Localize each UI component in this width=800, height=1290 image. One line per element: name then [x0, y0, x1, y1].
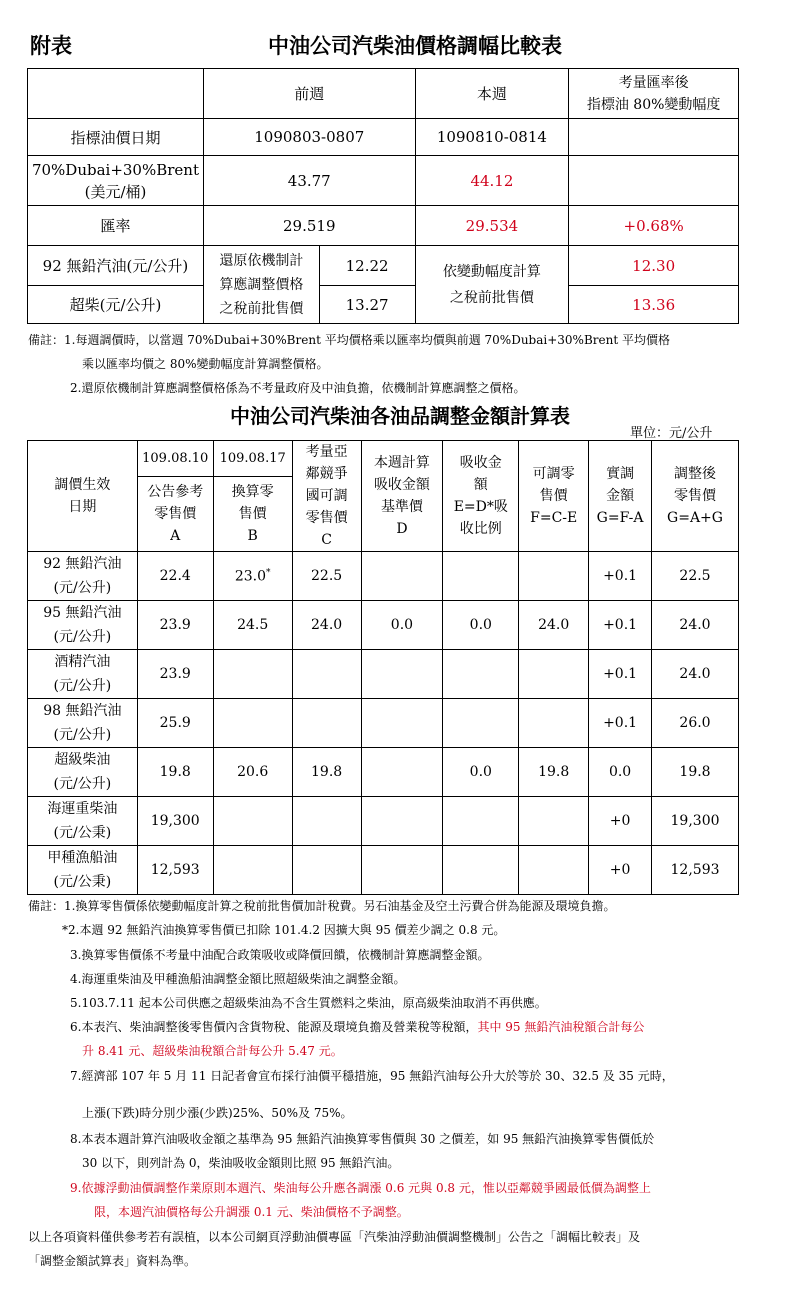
row-label-line1: 70%Dubai+30%Brent — [31, 160, 199, 179]
note2-9-cont: 限，本週汽油價格每公升調漲 0.1 元、柴油價格不予調整。 — [94, 1205, 409, 1219]
new-value: 13.36 — [569, 286, 739, 324]
page-title: 中油公司汽柴油價格調幅比較表 — [268, 33, 562, 58]
note2-3: 3.換算零售價係不考量中油配合政策吸收或降價回饋，依機制計算應調整金額。 — [70, 948, 490, 962]
cell-value: 12,593 — [670, 862, 720, 878]
note2-6-cont: 升 8.41 元、超級柴油稅額合計每公升 5.47 元。 — [82, 1044, 343, 1058]
this-value: 44.12 — [415, 156, 569, 206]
product-name-line: (元/公秉) — [53, 825, 112, 841]
col-b-line: 換算零 — [231, 483, 274, 500]
date-a-header: 109.08.10 — [137, 441, 213, 477]
col-adjust-line2: 指標油 80%變動幅度 — [586, 96, 721, 113]
note1-line2: 乘以匯率均價之 80%變動幅度計算調整價格。 — [82, 357, 329, 371]
cell-d — [361, 552, 443, 601]
product-name-line: 海運重柴油 — [47, 801, 118, 817]
this-value: 1090810-0814 — [415, 119, 569, 156]
note2-6-part1: 6.本表汽、柴油調整後零售價內含貨物稅、能源及環境負擔及營業稅等稅額， — [70, 1020, 478, 1034]
cell-value: +0 — [609, 813, 631, 829]
cell-value: 24.0 — [538, 617, 570, 633]
cell-e — [443, 699, 519, 748]
cell-b — [213, 797, 292, 846]
col-f-line: F=C-E — [530, 510, 578, 526]
cell-d — [361, 699, 443, 748]
cell-value: +0.1 — [603, 666, 638, 682]
calc-label — [415, 246, 569, 324]
product-name — [28, 699, 138, 748]
cell-d — [361, 797, 443, 846]
eff-date-line: 調價生效 — [54, 477, 111, 493]
table-row — [28, 846, 739, 895]
col-h-line: 零售價 — [674, 488, 717, 504]
col-e-header — [443, 441, 519, 552]
row-label: 匯率 — [28, 206, 204, 246]
cell-f — [519, 552, 589, 601]
col-h-header — [652, 441, 739, 552]
cell-h — [652, 797, 739, 846]
cell-a — [137, 601, 213, 650]
new-value: 12.30 — [569, 246, 739, 286]
cell-f — [519, 650, 589, 699]
cell-g — [589, 797, 652, 846]
cell-c — [292, 699, 361, 748]
prev-value: 43.77 — [203, 156, 415, 206]
cell-value: 20.6 — [237, 764, 269, 780]
product-name — [28, 552, 138, 601]
cell-value: 12,593 — [150, 862, 200, 878]
cell-c — [292, 748, 361, 797]
note2-5: 5.103.7.11 起本公司供應之超級柴油為不含生質燃料之柴油，原高級柴油取消不再供應。 — [70, 996, 547, 1010]
col-c-line: 鄰競爭 — [305, 466, 348, 482]
appendix-label: 附表 — [30, 33, 72, 58]
prev-value: 29.519 — [203, 206, 415, 246]
product-name-line: 98 無鉛汽油 — [43, 703, 122, 719]
note2-4: 4.海運重柴油及甲種漁船油調整金額比照超級柴油之調整金額。 — [70, 972, 406, 986]
product-name-line: (元/公升) — [53, 776, 112, 792]
col-e-line: 收比例 — [459, 521, 502, 537]
col-c-line: 零售價 — [305, 510, 348, 526]
col-f-line: 可調零 — [532, 466, 575, 482]
adjustment-table — [27, 440, 739, 895]
product-name — [28, 797, 138, 846]
calc-label-line: 之稅前批售價 — [449, 289, 534, 306]
cell-e — [443, 601, 519, 650]
cell-a — [137, 552, 213, 601]
prev-value: 12.22 — [319, 246, 415, 286]
col-c-line: C — [321, 532, 332, 548]
col-b-line: 售價 — [238, 505, 267, 522]
date-b-header: 109.08.17 — [213, 441, 292, 477]
product-name — [28, 650, 138, 699]
col-g-line: 金額 — [606, 488, 635, 504]
cell-value: +0.1 — [603, 617, 638, 633]
product-name — [28, 748, 138, 797]
cell-value: 23.0 — [234, 568, 267, 585]
cell-c — [292, 650, 361, 699]
col-e-line: 吸收金 — [459, 455, 502, 471]
col-f-header — [519, 441, 589, 552]
col-adjust-line1: 考量匯率後 — [618, 74, 689, 91]
footnote-mark: * — [266, 567, 271, 578]
row-92-unleaded — [28, 246, 739, 286]
table-row — [28, 699, 739, 748]
col-g-line: G=F-A — [596, 510, 644, 526]
cell-value: 19,300 — [670, 813, 720, 829]
note1-line1: 備註：1.每週調價時，以當週 70%Dubai+30%Brent 平均價格乘以匯率均價與前週 70%Dubai+30%Brent 平均價格 — [28, 333, 670, 347]
cell-c — [292, 797, 361, 846]
cell-e — [443, 846, 519, 895]
product-name-line: (元/公升) — [53, 580, 112, 596]
col-c-line: 考量亞 — [305, 444, 348, 460]
col-g-header — [589, 441, 652, 552]
cell-h — [652, 601, 739, 650]
cell-value: 22.5 — [679, 568, 711, 584]
cell-value: 0.0 — [469, 617, 492, 633]
product-name-line: 92 無鉛汽油 — [43, 556, 122, 572]
price-comparison-table — [27, 68, 739, 324]
row-index-date — [28, 119, 739, 156]
cell-e — [443, 650, 519, 699]
cell-f — [519, 699, 589, 748]
prev-value: 1090803-0807 — [203, 119, 415, 156]
product-name-line: 酒精汽油 — [54, 654, 111, 670]
calc-label-line: 依變動幅度計算 — [442, 263, 541, 280]
col-a-line: A — [170, 527, 181, 544]
row-fx — [28, 206, 739, 246]
cell-value: 0.0 — [608, 764, 632, 780]
corner-cell — [28, 69, 204, 119]
col-adjust — [569, 69, 739, 119]
cell-g — [589, 601, 652, 650]
cell-a — [137, 797, 213, 846]
restore-label — [203, 246, 319, 324]
cell-h — [652, 699, 739, 748]
note2-1: 備註：1.換算零售價係依變動幅度計算之稅前批售價加計稅費。另石油基金及空土污費合併為能源及環境負擔。 — [28, 899, 616, 913]
col-b-line: B — [247, 527, 258, 544]
table-row — [28, 650, 739, 699]
col-d-line: 吸收金額 — [373, 477, 430, 493]
cell-value: 19.8 — [679, 764, 711, 780]
empty-cell — [569, 156, 739, 206]
note2-7-cont: 上漲(下跌)時分別少漲(少跌)25%、50%及 75%。 — [82, 1106, 353, 1120]
cell-b — [213, 601, 292, 650]
cell-f — [519, 846, 589, 895]
col-h-line: 調整後 — [674, 466, 717, 482]
cell-c — [292, 601, 361, 650]
cell-value: 24.0 — [679, 666, 711, 682]
empty-cell — [569, 119, 739, 156]
product-name-line: 95 無鉛汽油 — [43, 605, 122, 621]
cell-g — [589, 699, 652, 748]
footer-line2: 「調整金額試算表」資料為準。 — [28, 1254, 197, 1268]
eff-date-header — [28, 441, 138, 552]
row-label: 超柴(元/公升) — [28, 286, 204, 324]
cell-h — [652, 552, 739, 601]
note2-2: *2.本週 92 無鉛汽油換算零售價已扣除 101.4.2 因擴大與 95 價差少調之 0.8 元。 — [62, 923, 506, 937]
product-name-line: (元/公升) — [53, 629, 112, 645]
cell-d — [361, 748, 443, 797]
col-d-line: 基準價 — [380, 499, 423, 515]
cell-value: 24.0 — [679, 617, 711, 633]
col-d-line: D — [396, 521, 408, 537]
cell-b — [213, 846, 292, 895]
cell-a — [137, 846, 213, 895]
cell-b — [213, 748, 292, 797]
cell-c — [292, 552, 361, 601]
cell-e — [443, 552, 519, 601]
col-a-line: 零售價 — [154, 505, 197, 522]
cell-value: 19,300 — [150, 813, 200, 829]
product-name-line: (元/公秉) — [53, 874, 112, 890]
col-e-line: 額 — [473, 477, 488, 493]
cell-value: 26.0 — [679, 715, 711, 731]
this-value: 29.534 — [415, 206, 569, 246]
fx-change: +0.68% — [569, 206, 739, 246]
prev-value: 13.27 — [319, 286, 415, 324]
col-h-line: G=A+G — [667, 510, 723, 526]
cell-d — [361, 846, 443, 895]
cell-h — [652, 650, 739, 699]
col-f-line: 售價 — [539, 488, 568, 504]
cell-b — [213, 650, 292, 699]
cell-value: +0 — [609, 862, 631, 878]
cell-value: +0.1 — [603, 568, 638, 584]
cell-f — [519, 748, 589, 797]
cell-h — [652, 748, 739, 797]
row-diesel — [28, 286, 739, 324]
cell-d — [361, 601, 443, 650]
cell-g — [589, 748, 652, 797]
product-name-line: (元/公升) — [53, 678, 112, 694]
product-name — [28, 601, 138, 650]
cell-g — [589, 552, 652, 601]
footer-line1: 以上各項資料僅供參考若有誤植，以本公司網頁浮動油價專區「汽柴油浮動油價調整機制」公告之「調幅比較表」及 — [28, 1230, 641, 1244]
col-g-line: 實調 — [606, 466, 635, 482]
cell-value: 22.4 — [159, 568, 191, 584]
note2-7: 7.經濟部 107 年 5 月 11 日記者會宣布採行油價平穩措施，95 無鉛汽油每公升大於等於 30、32.5 及 35 元時， — [70, 1069, 674, 1083]
cell-a — [137, 748, 213, 797]
cell-f — [519, 601, 589, 650]
row-label: 指標油價日期 — [28, 119, 204, 156]
cell-value: 19.8 — [311, 764, 343, 780]
cell-value: 23.9 — [159, 617, 191, 633]
cell-value: +0.1 — [603, 715, 638, 731]
table-row — [28, 552, 739, 601]
cell-c — [292, 846, 361, 895]
note2-8: 8.本表本週計算汽油吸收金額之基準為 95 無鉛汽油換算零售價與 30 之價差，如 95 無鉛汽油換算零售價低於 — [70, 1132, 655, 1146]
cell-a — [137, 699, 213, 748]
cell-value: 24.0 — [311, 617, 343, 633]
cell-h — [652, 846, 739, 895]
eff-date-line: 日期 — [68, 499, 97, 515]
cell-value: 19.8 — [159, 764, 191, 780]
col-e-line: E=D*吸 — [453, 499, 508, 515]
unit-label: 單位：元/公升 — [630, 426, 713, 441]
note1-line3: 2.還原依機制計算應調整價格係為不考量政府及中油負擔，依機制計算應調整之價格。 — [70, 381, 526, 395]
row-label: 92 無鉛汽油(元/公升) — [28, 246, 204, 286]
col-b-header — [213, 476, 292, 551]
cell-b — [213, 552, 292, 601]
table-row — [28, 601, 739, 650]
table2-title: 中油公司汽柴油各油品調整金額計算表 — [230, 404, 570, 428]
cell-b — [213, 699, 292, 748]
cell-value: 0.0 — [390, 617, 414, 633]
cell-a — [137, 650, 213, 699]
product-name-line: (元/公升) — [53, 727, 112, 743]
col-a-line: 公告參考 — [147, 483, 204, 500]
col-this-week: 本週 — [415, 69, 569, 119]
col-c-header — [292, 441, 361, 552]
col-prev-week: 前週 — [203, 69, 415, 119]
row-crude — [28, 156, 739, 206]
cell-e — [443, 748, 519, 797]
row-label — [28, 156, 204, 206]
row-label-line2: (美元/桶) — [84, 182, 147, 201]
note2-6-part2: 其中 95 無鉛汽油稅額合計每公 — [477, 1020, 645, 1034]
product-name-line: 甲種漁船油 — [47, 850, 118, 866]
table-row — [28, 748, 739, 797]
cell-value: 24.5 — [237, 617, 269, 633]
table-row — [28, 797, 739, 846]
col-a-header — [137, 476, 213, 551]
cell-value: 19.8 — [538, 764, 570, 780]
col-c-line: 國可調 — [305, 488, 348, 504]
note2-8-cont: 30 以下，則列計為 0，柴油吸收金額則比照 95 無鉛汽油。 — [82, 1156, 400, 1170]
cell-e — [443, 797, 519, 846]
col-d-header — [361, 441, 443, 552]
cell-d — [361, 650, 443, 699]
restore-label-line: 算應調整價格 — [219, 276, 304, 293]
cell-value: 0.0 — [469, 764, 492, 780]
product-name — [28, 846, 138, 895]
note2-9: 9.依據浮動油價調整作業原則本週汽、柴油每公升應各調漲 0.6 元與 0.8 元，惟以亞鄰競爭國最低價為調整上 — [70, 1181, 651, 1195]
product-name-line: 超級柴油 — [54, 752, 111, 768]
cell-f — [519, 797, 589, 846]
restore-label-line: 還原依機制計 — [219, 252, 304, 269]
cell-g — [589, 650, 652, 699]
cell-value: 23.9 — [159, 666, 191, 682]
note2-6 — [70, 1019, 644, 1035]
cell-value: 22.5 — [311, 568, 343, 584]
restore-label-line: 之稅前批售價 — [219, 300, 304, 317]
col-d-line: 本週計算 — [373, 455, 430, 471]
cell-value: 25.9 — [159, 715, 191, 731]
cell-g — [589, 846, 652, 895]
